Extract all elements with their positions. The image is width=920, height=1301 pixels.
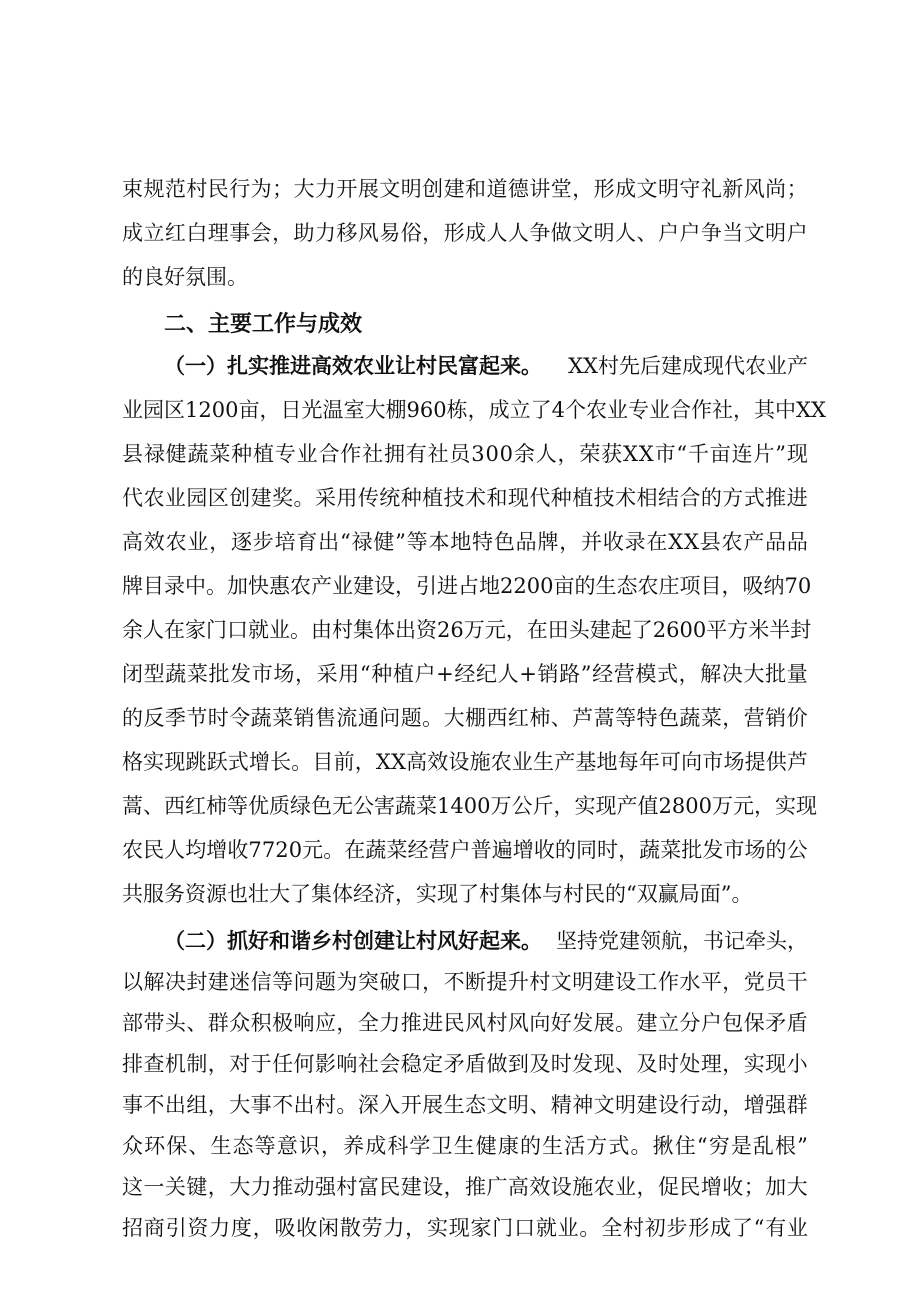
sub1-line-3: 县 禄 健 蔬 菜 种 植 专 业 合 作 社 拥 有 社 员 3 0 0 余 人 ， 荣 获 X X 市 “ 千 亩 连 片 ” 现 — [122, 442, 808, 466]
sub2-line-6: 众 环 保 、 生 态 等 意 识 ， 养 成 科 学 卫 生 健 康 的 生 活 方 式 。 揪 住 “ 穷 是 乱 根 ” — [122, 1134, 808, 1158]
sub2-line-3: 部 带 头 、 群 众 积 极 响 应 ， 全 力 推 进 民 风 村 风 向 好 发 展 。 建 立 分 户 包 保 矛 盾 — [122, 1011, 808, 1035]
intro-line-3: 的良好氛围。 — [122, 265, 248, 289]
sub2-line-5: 事 不 出 组 ， 大 事 不 出 村 。 深 入 开 展 生 态 文 明 、 精 神 文 明 建 设 行 动 ， 增 强 群 — [122, 1093, 808, 1117]
section-heading: 二、主要工作与成效 — [164, 312, 363, 337]
sub1-line-9: 的 反 季 节 时 令 蔬 菜 销 售 流 通 问 题 。 大 棚 西 红 柿 、 芦 蒿 等 特 色 蔬 菜 ， 营 销 价 — [122, 706, 808, 730]
sub1-line-2: 业 园 区 1 2 0 0 亩 ， 日 光 温 室 大 棚 9 6 0 栋 ， 成 立 了 4 个 农 业 专 业 合 作 社 ， 其 中 X X — [122, 398, 826, 422]
sub1-first-line — [164, 353, 808, 379]
intro-line-2: 成 立 红 白 理 事 会 ， 助 力 移 风 易 俗 ， 形 成 人 人 争 做 文 明 人 、 户 户 争 当 文 明 户 — [122, 221, 808, 245]
sub1-line-12: 农 民 人 均 增 收 7 7 2 0 元 。 在 蔬 菜 经 营 户 普 遍 增 收 的 同 时 ， 蔬 菜 批 发 市 场 的 公 — [122, 838, 808, 862]
sub1-line-13: 共服务资源也壮大了集体经济，实现了村集体与村民的“双赢局面”。 — [122, 882, 753, 906]
sub1-line-6: 牌 目 录 中 。 加 快 惠 农 产 业 建 设 ， 引 进 占 地 2 2 0 0 亩 的 生 态 农 庄 项 目 ， 吸 纳 7 0 — [122, 574, 812, 598]
intro-line-1: 束 规 范 村 民 行 为 ； 大 力 开 展 文 明 创 建 和 道 德 讲 堂 ， 形 成 文 明 守 礼 新 风 尚 ； — [122, 177, 808, 201]
sub1-line-4: 代 农 业 园 区 创 建 奖 。 采 用 传 统 种 植 技 术 和 现 代 种 植 技 术 相 结 合 的 方 式 推 进 — [122, 486, 808, 510]
sub1-title: （一）扎实推进高效农业让村民富起来。 — [164, 353, 542, 378]
sub1-line-11: 蒿 、 西 红 柿 等 优 质 绿 色 无 公 害 蔬 菜 1 4 0 0 万 公 斤 ， 实 现 产 值 2 8 0 0 万 元 ， 实 现 — [122, 794, 817, 818]
sub2-line-4: 排 查 机 制 ， 对 于 任 何 影 响 社 会 稳 定 矛 盾 做 到 及 时 发 现 、 及 时 处 理 ， 实 现 小 — [122, 1052, 808, 1076]
sub2-line-2: 以 解 决 封 建 迷 信 等 问 题 为 突 破 口 ， 不 断 提 升 村 文 明 建 设 工 作 水 平 ， 党 员 干 — [122, 970, 808, 994]
sub2-line-1: 坚持党建领航，书记牵头， — [556, 929, 808, 953]
sub1-line-8: 闭 型 蔬 菜 批 发 市 场 ， 采 用 “ 种 植 户 + 经 纪 人 + 销 路 ” 经 营 模 式 ， 解 决 大 批 量 — [122, 662, 808, 686]
sub1-line-10: 格 实 现 跳 跃 式 增 长 。 目 前 ， X X 高 效 设 施 农 业 生 产 基 地 每 年 可 向 市 场 提 供 芦 — [122, 750, 808, 774]
sub2-first-line — [164, 928, 808, 954]
sub1-line-7: 余 人 在 家 门 口 就 业 。 由 村 集 体 出 资 2 6 万 元 ， 在 田 头 建 起 了 2 6 0 0 平 方 米 半 封 — [122, 618, 812, 642]
sub2-line-8: 招 商 引 资 力 度 ， 吸 收 闲 散 劳 力 ， 实 现 家 门 口 就 业 。 全 村 初 步 形 成 了 “ 有 业 — [122, 1216, 808, 1240]
sub1-line-1: XX村先后建成现代农业产 — [568, 354, 808, 378]
sub2-line-7: 这 一 关 键 ， 大 力 推 动 强 村 富 民 建 设 ， 推 广 高 效 设 施 农 业 ， 促 民 增 收 ； 加 大 — [122, 1175, 808, 1199]
sub2-title: （二）抓好和谐乡村创建让村风好起来。 — [164, 928, 542, 953]
sub1-line-5: 高 效 农 业 ， 逐 步 培 育 出 “ 禄 健 ” 等 本 地 特 色 品 牌 ， 并 收 录 在 X X 县 农 产 品 品 — [122, 530, 808, 554]
